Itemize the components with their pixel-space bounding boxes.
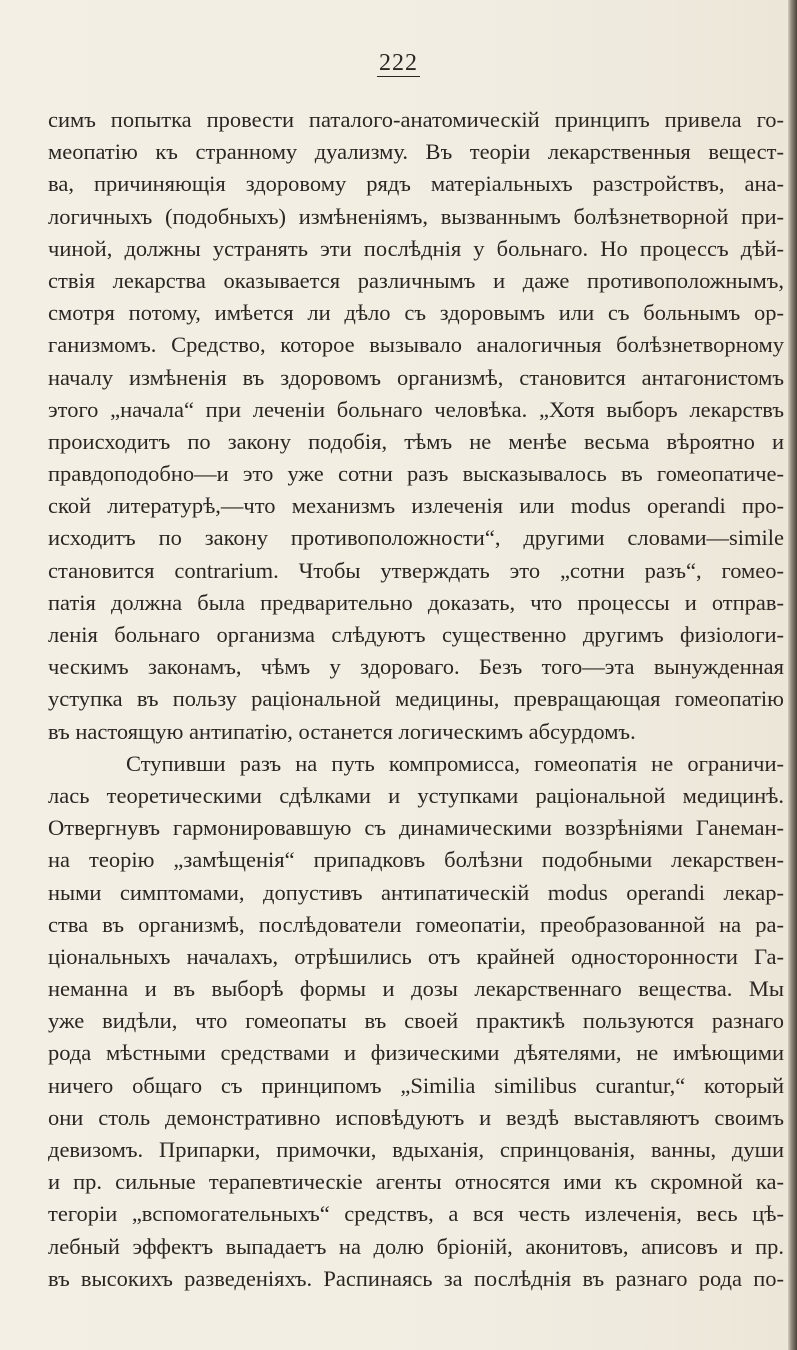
text-line: неманна и въ выборѣ формы и дозы лекарственнаго вещества. Мы — [48, 976, 784, 1002]
page-number: 222 — [379, 50, 418, 76]
text-line: ва, причиняющія здоровому рядъ матеріальныхъ разстройствъ, ана- — [48, 171, 784, 197]
text-line: ческимъ законамъ, чѣмъ у здороваго. Безъ того—эта вынужденная — [48, 654, 784, 680]
text-line: патія должна была предварительно доказать, что процессы и отправ- — [48, 589, 784, 615]
paragraph-start-line: Ступивши разъ на путь компромисса, гомеопатія не ограничи- — [126, 750, 784, 776]
body-text — [48, 104, 784, 1295]
text-line: лась теоретическими сдѣлками и уступками раціональной медицинѣ. — [48, 782, 784, 808]
text-line: въ настоящую антипатію, останется логическимъ абсурдомъ. — [48, 718, 636, 744]
text-line: Отвергнувъ гармонировавшую съ динамическими воззрѣніями Ганеман- — [48, 815, 784, 841]
text-line: ганизмомъ. Средство, которое вызывало аналогичныя болѣзнетворному — [48, 332, 784, 358]
text-line: происходитъ по закону подобія, тѣмъ не менѣе весьма вѣроятно и — [48, 428, 784, 454]
text-line: логичныхъ (подобныхъ) измѣненіямъ, вызваннымъ болѣзнетворной при- — [48, 203, 784, 229]
text-line: ными симптомами, допустивъ антипатическій modus operandi лекар- — [48, 879, 784, 905]
text-line: исходитъ по закону противоположности“, другими словами—simile — [48, 525, 784, 551]
text-line: лебный эффектъ выпадаетъ на долю бріоній, аконитовъ, аписовъ и пр. — [48, 1233, 784, 1259]
text-line: смотря потому, имѣется ли дѣло съ здоровымъ или съ больнымъ ор- — [48, 300, 784, 326]
text-line: этого „начала“ при леченіи больнаго человѣка. „Хотя выборъ лекарствъ — [48, 396, 784, 422]
text-line: ничего общаго съ принципомъ „Similia similibus curantur,“ который — [48, 1072, 784, 1098]
text-line: въ высокихъ разведеніяхъ. Распинаясь за послѣднія въ разнаго рода по- — [48, 1265, 784, 1291]
text-line: уже видѣли, что гомеопаты въ своей практикѣ пользуются разнаго — [48, 1008, 784, 1034]
text-line: и пр. сильные терапевтическіе агенты относятся ими къ скромной ка- — [48, 1169, 784, 1195]
text-line: ціональныхъ началахъ, отрѣшились отъ крайней односторонности Га- — [48, 943, 784, 969]
text-line: ства въ организмѣ, послѣдователи гомеопатіи, преобразованной на ра- — [48, 911, 784, 937]
text-line: чиной, должны устранять эти послѣднія у больнаго. Но процессъ дѣй- — [48, 235, 784, 261]
text-line: началу измѣненія въ здоровомъ организмѣ, становится антагонистомъ — [48, 364, 784, 390]
text-line: правдоподобно—и это уже сотни разъ высказывалось въ гомеопатиче- — [48, 461, 784, 487]
book-spine-edge — [788, 0, 797, 1350]
text-line: меопатію къ странному дуализму. Въ теоріи лекарственныя вещест- — [48, 139, 784, 165]
text-line: ской литературѣ,—что механизмъ излеченія или modus operandi про- — [48, 493, 784, 519]
text-line: уступка въ пользу раціональной медицины, превращающая гомеопатію — [48, 686, 784, 712]
text-line: девизомъ. Припарки, примочки, вдыханія, спринцованія, ванны, души — [48, 1137, 784, 1162]
text-line: ленія больнаго организма слѣдуютъ существенно другимъ физіологи- — [48, 622, 784, 647]
text-line: они столь демонстративно исповѣдуютъ и вездѣ выставляютъ своимъ — [48, 1104, 784, 1130]
text-line: на теорію „замѣщенія“ припадковъ болѣзни подобными лекарствен- — [48, 847, 784, 873]
text-line: тегоріи „вспомогательныхъ“ средствъ, а вся честь излеченія, весь цѣ- — [48, 1201, 784, 1227]
text-line: симъ попытка провести паталого-анатомическій принципъ привела го- — [48, 107, 784, 132]
text-line: становится contrarium. Чтобы утверждать это „сотни разъ“, гомео- — [48, 557, 784, 583]
text-line: рода мѣстными средствами и физическими дѣятелями, не имѣющими — [48, 1040, 784, 1066]
text-line: ствія лекарства оказывается различнымъ и даже противоположнымъ, — [48, 267, 784, 293]
